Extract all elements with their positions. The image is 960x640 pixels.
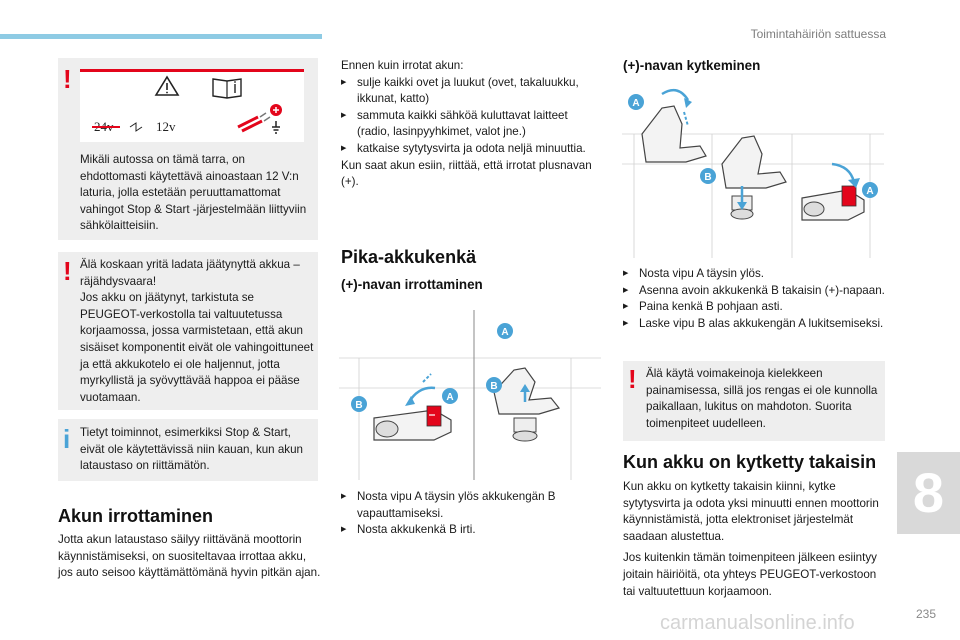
list-item: ▶ Laske vipu B alas akkukengän A lukitsemiseksi. [623,316,885,333]
list-item: ▶ sulje kaikki ovet ja luukut (ovet, takaluukku, ikkunat, katto) [341,75,601,108]
svg-text:A: A [446,392,454,403]
svg-text:B: B [704,172,712,183]
subsection-title-connect: (+)-navan kytkeminen [623,58,761,73]
reconnected-p2: Jos kuitenkin tämän toimenpiteen jälkeen esiintyy joitain häiriöitä, ota yhteys PEUGEOT-verkostoon tai valtuutettuun korjaamoon. [623,551,877,598]
disconnect-intro-text: Jotta akun lataustaso säilyy riittävänä moottorin käynnistämiseksi, on suositeltavaa irrottaa akku, jos auto seisoo käyttämättömänä hyvin pitkän ajan. [58,533,321,580]
warning-exclamation-icon: ! [63,256,72,286]
sticker-12v-label: 12v [156,119,176,134]
section-title-quick-clamp: Pika-akkukenkä [341,247,477,267]
list-item: ▶ Nosta vipu A täysin ylös akkukengän B vapauttamiseksi. [341,489,603,522]
list-item: ▶ Nosta akkukenkä B irti. [341,522,603,539]
svg-text:A: A [632,98,640,109]
remove-bullet-list [341,489,603,539]
frozen-warning-p2: Jos akku on jäätynyt, tarkistuta se PEUGEOT-verkostolla tai valtuutetussa korjaamossa, jossa varmistetaan, että akun sisäiset komponentit eivät ole vahingoittuneet ja että akkukotelo ei ole haljennut, jotta myrkyllistä ja syövyttävää happoa ei pääse vuotamaan. [80,291,314,404]
warning-exclamation-icon: ! [628,364,637,394]
svg-text:A: A [501,327,509,338]
battery-charger-sticker-image [80,69,304,142]
list-item: ▶ sammuta kaikki sähköä kuluttavat laitteet (radio, lasinpyyhkimet, valot jne.) [341,108,601,141]
subsection-title-remove: (+)-navan irrottaminen [341,277,483,292]
list-item: ▶ Asenna avoin akkukenkä B takaisin (+)-napaan. [623,283,885,300]
warning-exclamation-icon: ! [63,64,72,94]
sticker-warning-text: Mikäli autossa on tämä tarra, on ehdottomasti käytettävä ainoastaan 12 V:n laturia, jolla estetään peruuttamattomat vahingot Stop & Start -järjestelmään liittyviin sähkölaitteisiin. [80,153,307,233]
info-box-text: Tietyt toiminnot, esimerkiksi Stop & Start, eivät ole käytettävissä niin kauan, kun akun lataustaso on riittämätön. [80,426,303,473]
before-bullet-list [341,75,601,158]
reconnected-p1: Kun akku on kytketty takaisin kiinni, kytke sytytysvirta ja odota yksi minuutti ennen moottorin käynnistämistä, jotta elektroniset järjestelmät saadaan alustettua. [623,480,879,543]
page-number: 235 [916,607,937,621]
before-disconnect-text [341,58,601,191]
before-intro: Ennen kuin irrotat akun: [341,59,464,72]
section-title-disconnect: Akun irrottaminen [58,506,214,526]
clamp-connect-illustration [622,86,884,258]
before-after-text: Kun saat akun esiin, riittää, että irrotat plusnavan (+). [341,158,592,189]
info-icon: i [63,424,71,454]
chapter-number: 8 [912,461,945,524]
list-item: ▶ Paina kenkä B pohjaan asti. [623,299,885,316]
svg-text:B: B [355,400,363,411]
watermark: carmanualsonline.info [660,612,855,634]
reconnected-text [623,479,885,600]
list-item: ▶ katkaise sytytysvirta ja odota neljä minuuttia. [341,141,601,158]
clamp-removal-illustration [339,310,601,480]
force-warning-text: Älä käytä voimakeinoja kielekkeen painamisessa, sillä jos rengas ei ole kunnolla paikallaan, lukitus on mahdoton. Suorita toimenpiteet uudelleen. [646,367,878,430]
connect-bullet-list [623,266,885,332]
frozen-battery-warning-text [80,257,314,406]
svg-text:A: A [866,186,874,197]
list-item: ▶ Nosta vipu A täysin ylös. [623,266,885,283]
svg-text:B: B [490,381,498,392]
chapter-tab [897,452,960,534]
frozen-warning-p1: Älä koskaan yritä ladata jäätynyttä akkua – räjähdysvaara! [80,258,300,288]
page-header-title: Toimintahäiriön sattuessa [750,27,886,41]
section-title-reconnected: Kun akku on kytketty takaisin [623,452,877,472]
sticker-24v-label: 24v [94,119,114,134]
header-accent-bar [0,34,322,39]
